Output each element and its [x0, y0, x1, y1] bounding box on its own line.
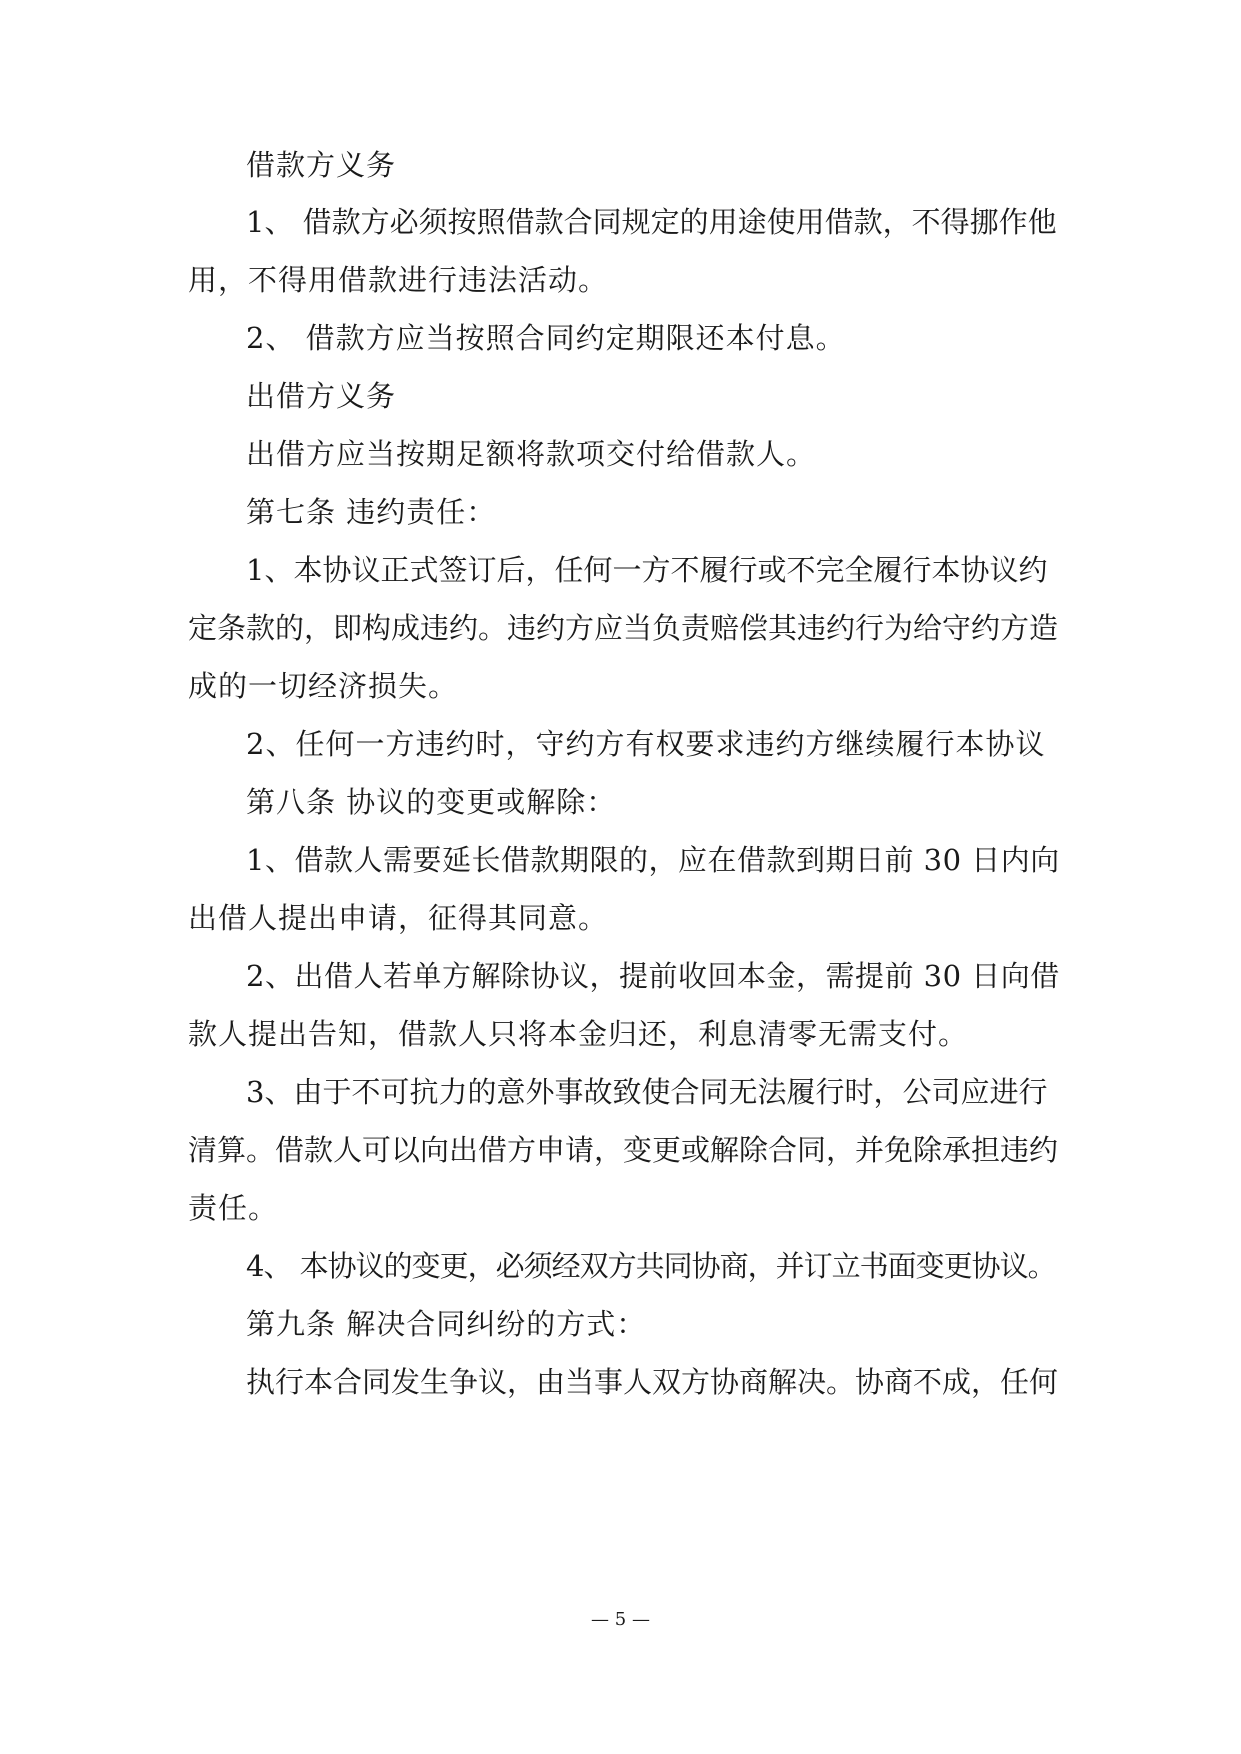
paragraph-line: 2、任何一方违约时，守约方有权要求违约方继续履行本协议	[246, 727, 1046, 761]
paragraph-line: 2、出借人若单方解除协议，提前收回本金，需提前 30 日向借	[246, 959, 1060, 993]
paragraph-line: 责任。	[188, 1191, 279, 1225]
page-number: — 5 —	[591, 1609, 650, 1630]
paragraph-line: 定条款的，即构成违约。违约方应当负责赔偿其违约行为给守约方造	[188, 611, 1059, 645]
paragraph-line: 2、 借款方应当按照合同约定期限还本付息。	[246, 321, 846, 355]
paragraph-line: 用，不得用借款进行违法活动。	[188, 263, 609, 297]
paragraph-line: 1、借款人需要延长借款期限的，应在借款到期日前 30 日内向	[246, 843, 1060, 877]
paragraph-line: 出借方应当按期足额将款项交付给借款人。	[246, 437, 817, 471]
paragraph-line: 3、由于不可抗力的意外事故致使合同无法履行时，公司应进行	[246, 1075, 1048, 1109]
paragraph-line: 款人提出告知，借款人只将本金归还，利息清零无需支付。	[188, 1017, 969, 1051]
article-7-title: 第七条 违约责任：	[246, 495, 497, 529]
paragraph-line: 成的一切经济损失。	[188, 669, 459, 703]
paragraph-line: 4、 本协议的变更，必须经双方共同协商，并订立书面变更协议。	[246, 1249, 1056, 1283]
article-8-title: 第八条 协议的变更或解除：	[246, 785, 617, 819]
paragraph-line: 1、本协议正式签订后，任何一方不履行或不完全履行本协议约	[246, 553, 1048, 587]
paragraph-line: 1、 借款方必须按照借款合同规定的用途使用借款，不得挪作他	[246, 205, 1057, 239]
paragraph-line: 出借人提出申请，征得其同意。	[188, 901, 609, 935]
paragraph-line: 执行本合同发生争议，由当事人双方协商解决。协商不成，任何	[246, 1365, 1059, 1399]
heading-lender-obligations: 出借方义务	[246, 379, 397, 413]
article-9-title: 第九条 解决合同纠纷的方式：	[246, 1307, 647, 1341]
heading-borrower-obligations: 借款方义务	[246, 148, 397, 182]
paragraph-line: 清算。借款人可以向出借方申请，变更或解除合同，并免除承担违约	[188, 1133, 1059, 1167]
